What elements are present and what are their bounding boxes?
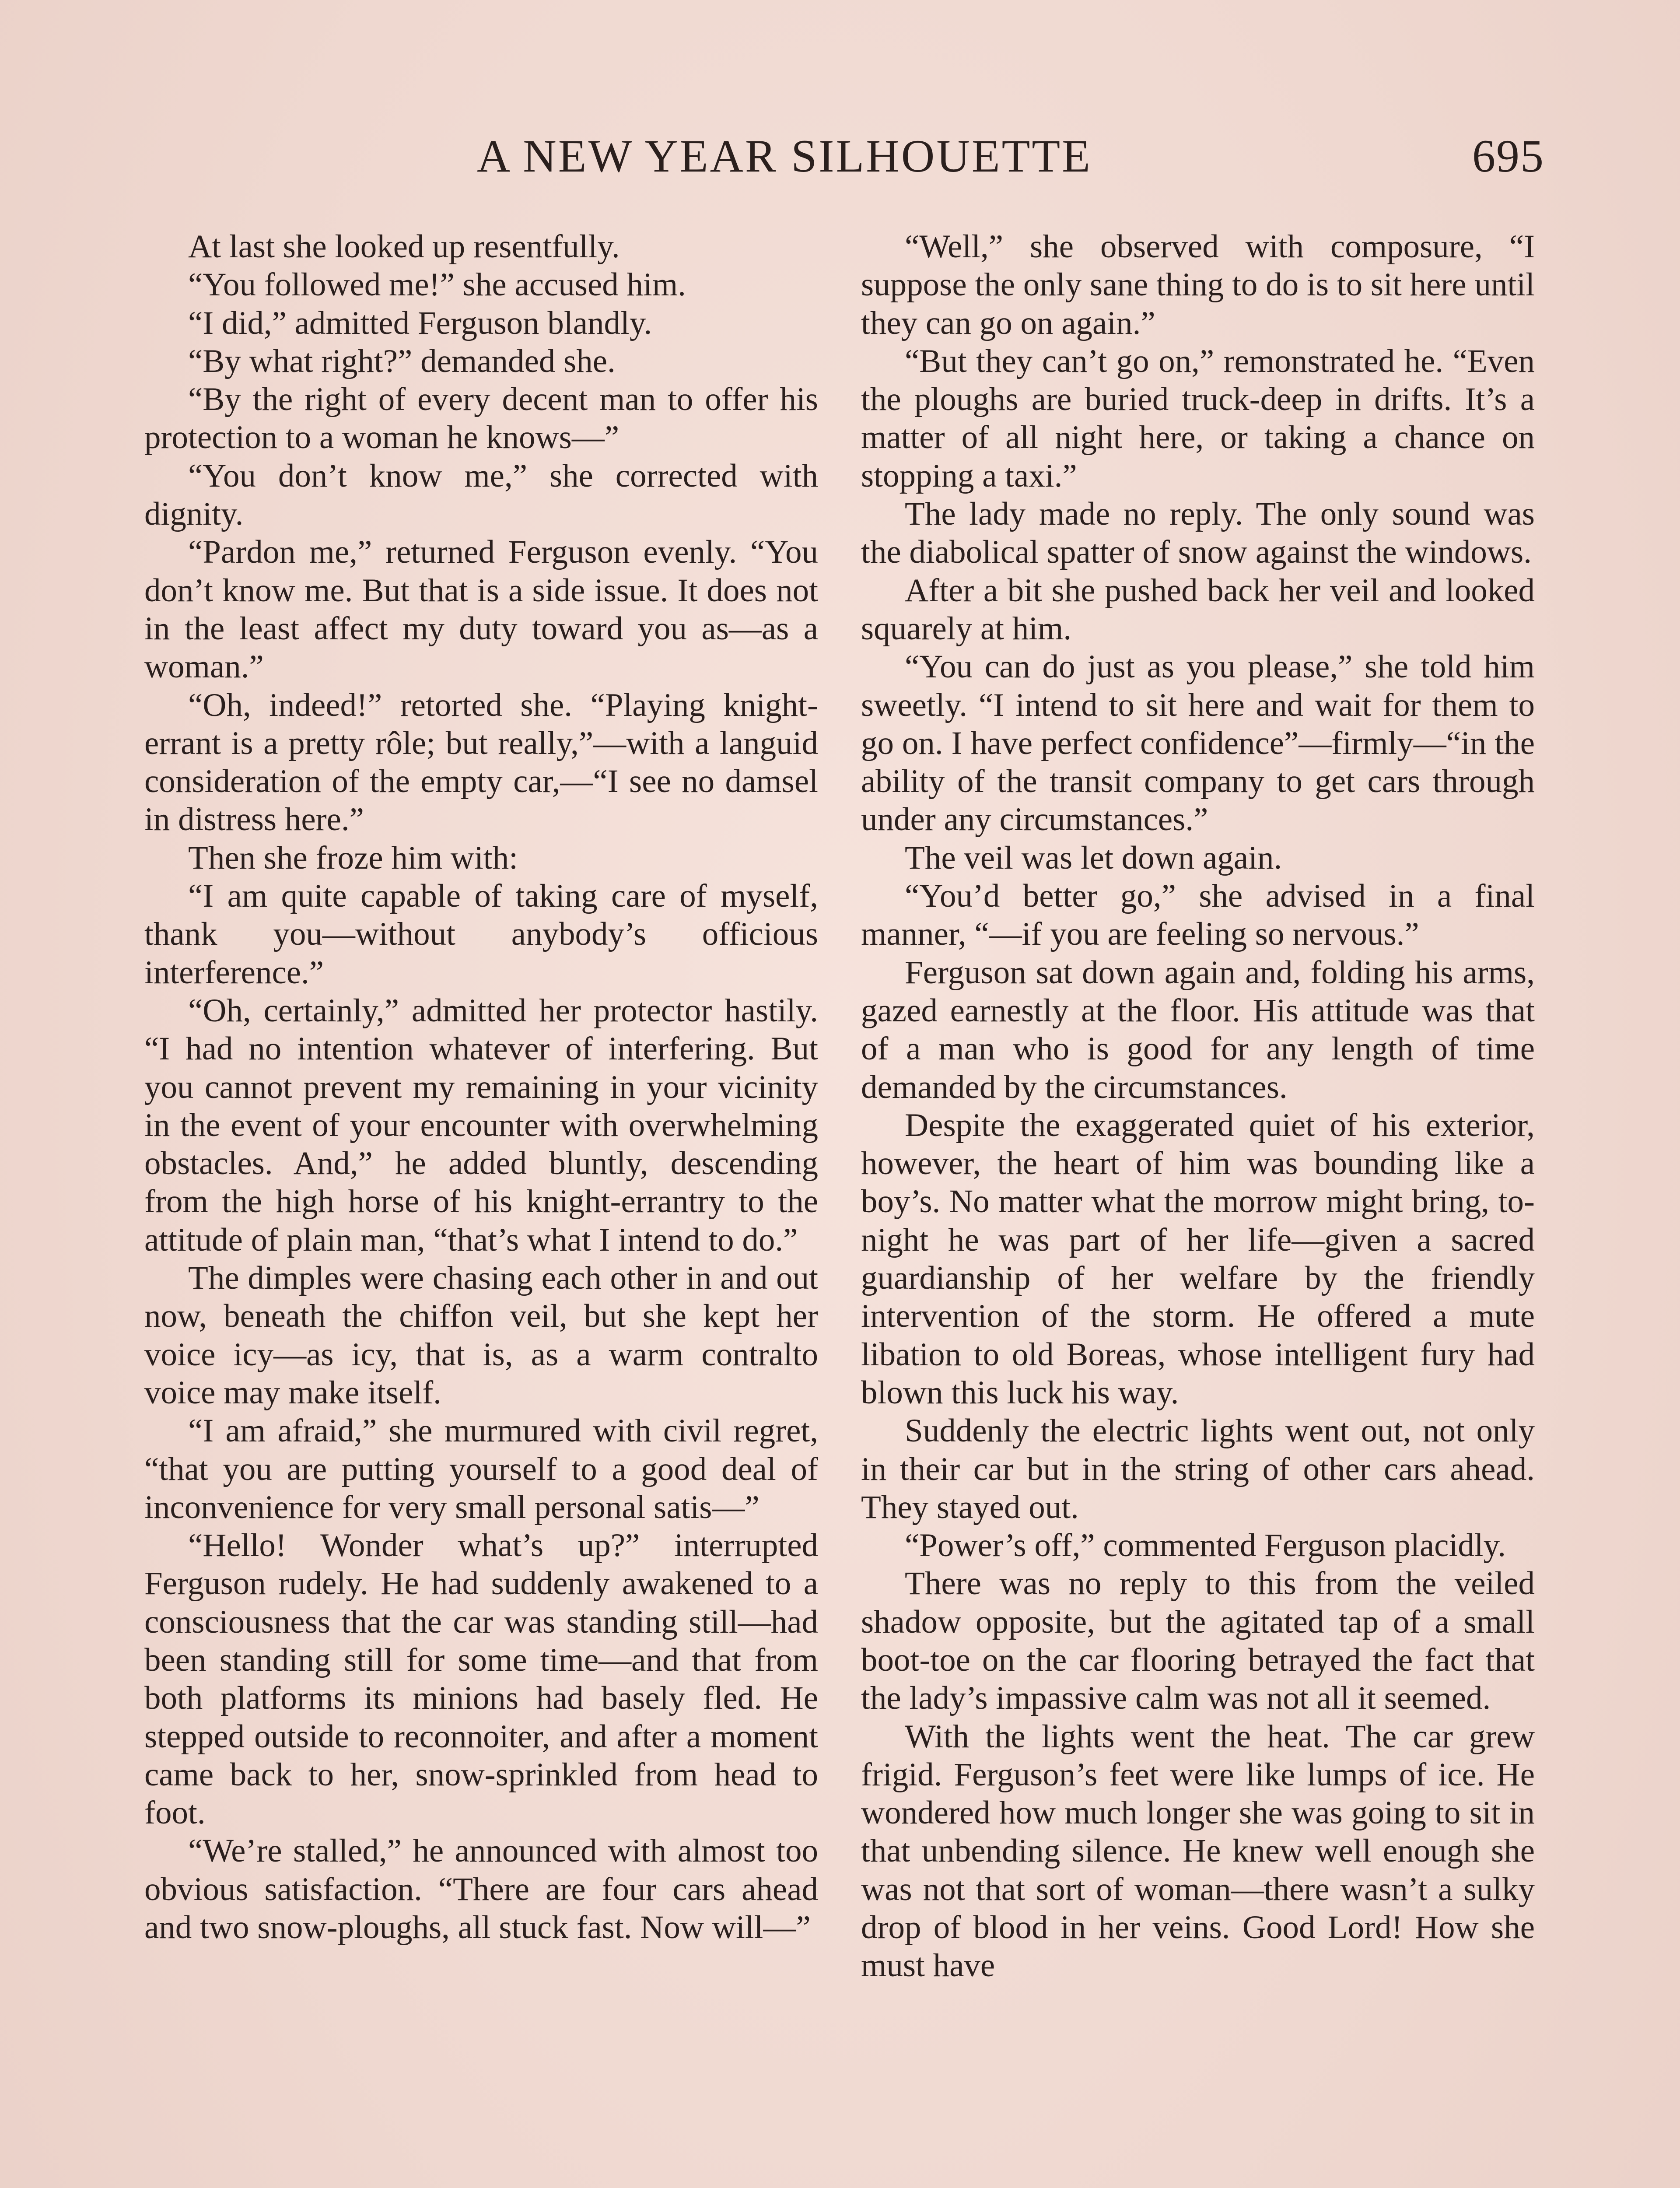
paragraph: “You followed me!” she accused him.: [188, 266, 686, 303]
page-title: A NEW YEAR SILHOUETTE: [477, 130, 1092, 182]
left-column: [144, 228, 818, 1946]
paragraph: “I am afraid,” she murmured with civil regret, “that you are putting yourself to a good deal of inconvenience for very small personal satis—”: [144, 1413, 818, 1525]
paragraph: At last she looked up resentfully.: [188, 228, 620, 265]
paragraph: “You can do just as you please,” she told him sweetly. “I intend to sit here and wait for them to go on. I have perfect confidence”—firmly—“in the ability of the transit company to get cars through under any circumstances.”: [861, 649, 1535, 838]
paragraph: Despite the exaggerated quiet of his exterior, however, the heart of him was bounding like a boy’s. No matter what the morrow might bring, to-night he was part of her life—given a sacred guardianship of her welfare by the friendly intervention of the storm. He offered a mute libation to old Boreas, whose intelligent fury had blown this luck his way.: [861, 1107, 1535, 1411]
paragraph: The veil was let down again.: [905, 839, 1282, 876]
paragraph: “Hello! Wonder what’s up?” interrupted Ferguson rudely. He had suddenly awakened to a consciousness that the car was standing still—had been standing still for some time—and that from both platforms its minions had basely fled. He stepped outside to reconnoiter, and after a moment came back to her, snow-sprinkled from head to foot.: [144, 1527, 818, 1831]
paragraph: “Power’s off,” commented Ferguson placidly.: [905, 1527, 1506, 1564]
paragraph: “Oh, certainly,” admitted her protector hastily. “I had no intention whatever of interfering. But you cannot prevent my remaining in your vicinity in the event of your encounter with overwhelming obstacles. And,” he added bluntly, descending from the high horse of his knight-errantry to the attitude of plain man, “that’s what I intend to do.”: [144, 992, 818, 1258]
paragraph: With the lights went the heat. The car grew frigid. Ferguson’s feet were like lumps of ice. He wondered how much longer she was going to sit in that unbending silence. He knew well enough she was not that sort of woman—there wasn’t a sulky drop of blood in her veins. Good Lord! How she must have: [861, 1718, 1535, 1984]
paragraph: “Well,” she observed with composure, “I suppose the only sane thing to do is to sit here until they can go on again.”: [861, 228, 1535, 341]
paragraph: Then she froze him with:: [188, 839, 518, 876]
paragraph: The dimples were chasing each other in and out now, beneath the chiffon veil, but she kept her voice icy—as icy, that is, as a warm contralto voice may make itself.: [144, 1260, 818, 1411]
paragraph: “You don’t know me,” she corrected with dignity.: [144, 457, 818, 533]
paragraph: “By what right?” demanded she.: [188, 343, 616, 379]
paragraph: There was no reply to this from the veiled shadow opposite, but the agitated tap of a small boot-toe on the car flooring betrayed the fact that the lady’s impassive calm was not all it seemed.: [861, 1565, 1535, 1717]
paragraph: “Oh, indeed!” retorted she. “Playing knight-errant is a pretty rôle; but really,”—with a languid consideration of the empty car,—“I see no damsel in distress here.”: [144, 687, 818, 838]
running-head: [144, 130, 1544, 191]
paragraph: “We’re stalled,” he announced with almost too obvious satisfaction. “There are four cars ahead and two snow-ploughs, all stuck fast. Now will—”: [144, 1833, 818, 1946]
paragraph: “Pardon me,” returned Ferguson evenly. “You don’t know me. But that is a side issue. It does not in the least affect my duty toward you as—as a woman.”: [144, 534, 818, 685]
paragraph: Suddenly the electric lights went out, not only in their car but in the string of other cars ahead. They stayed out.: [861, 1413, 1535, 1525]
paragraph: After a bit she pushed back her veil and looked squarely at him.: [861, 572, 1535, 647]
paragraph: “You’d better go,” she advised in a final manner, “—if you are feeling so nervous.”: [861, 878, 1535, 953]
paragraph: “I am quite capable of taking care of myself, thank you—without anybody’s officious interference.”: [144, 878, 818, 991]
page-number: 695: [1472, 130, 1544, 182]
paragraph: “By the right of every decent man to offer his protection to a woman he knows—”: [144, 381, 818, 456]
paragraph: “But they can’t go on,” remonstrated he. “Even the ploughs are buried truck-deep in drifts. It’s a matter of all night here, or taking a chance on stopping a taxi.”: [861, 343, 1535, 494]
right-column: [861, 228, 1535, 1985]
paragraph: “I did,” admitted Ferguson blandly.: [188, 305, 652, 341]
paragraph: Ferguson sat down again and, folding his arms, gazed earnestly at the floor. His attitude was that of a man who is good for any length of time demanded by the circumstances.: [861, 954, 1535, 1105]
paragraph: The lady made no reply. The only sound was the diabolical spatter of snow against the windows.: [861, 496, 1535, 571]
